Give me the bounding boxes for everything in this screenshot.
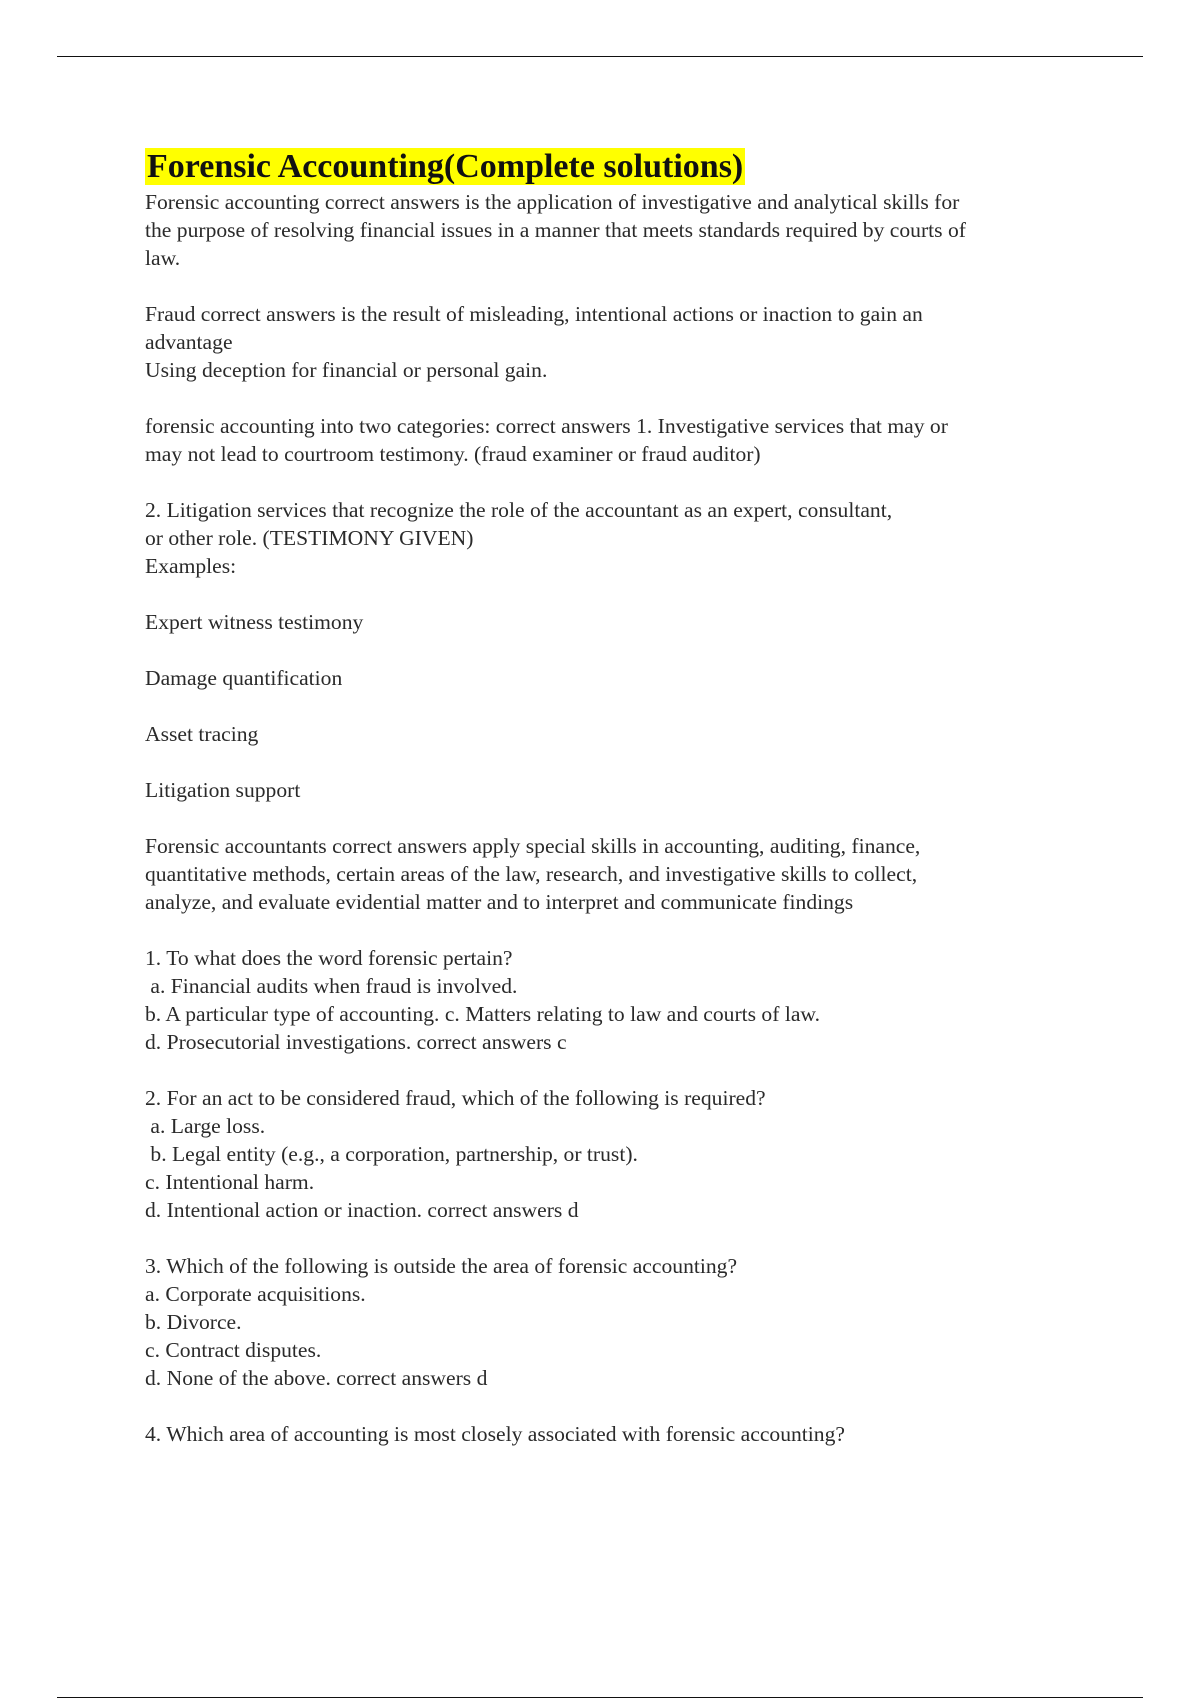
title-highlight: Forensic Accounting(Complete solutions) [147,148,744,185]
text-line: Damage quantification [145,666,343,690]
paragraph-gap [145,804,1085,832]
text-line: forensic accounting into two categories: correct answers 1. Investigative services that may or [145,414,948,438]
text-line: 3. Which of the following is outside the area of forensic accounting? [145,1254,738,1278]
paragraph [145,664,1085,692]
footer-rule [57,1697,1143,1698]
text-line: 4. Which area of accounting is most closely associated with forensic accounting? [145,1422,845,1446]
paragraph-gap [145,916,1085,944]
paragraph-gap [145,1224,1085,1252]
text-line: a. Corporate acquisitions. [145,1282,366,1306]
text-line: Forensic accountants correct answers apply special skills in accounting, auditing, finance, [145,834,921,858]
paragraph-gap [145,384,1085,412]
text-line: a. Financial audits when fraud is involved. [145,974,518,998]
text-line: c. Contract disputes. [145,1338,322,1362]
text-line: Fraud correct answers is the result of misleading, intentional actions or inaction to gain an [145,302,923,326]
paragraph [145,1420,1085,1448]
paragraph [145,188,1085,272]
paragraph [145,300,1085,384]
paragraph [145,1252,1085,1392]
text-line: 2. For an act to be considered fraud, which of the following is required? [145,1086,766,1110]
text-line: Forensic accounting correct answers is the application of investigative and analytical skills for [145,190,960,214]
header-rule [57,56,1143,57]
paragraph [145,608,1085,636]
text-line: d. Intentional action or inaction. correct answers d [145,1198,579,1222]
paragraph-gap [145,468,1085,496]
paragraph-gap [145,748,1085,776]
text-line: quantitative methods, certain areas of the law, research, and investigative skills to collect, [145,862,918,886]
paragraph-gap [145,1056,1085,1084]
text-line: b. A particular type of accounting. c. Matters relating to law and courts of law. [145,1002,820,1026]
document-title [145,146,1085,188]
paragraph [145,496,1085,580]
text-line: Examples: [145,554,237,578]
paragraph-gap [145,272,1085,300]
paragraph [145,776,1085,804]
text-line: Expert witness testimony [145,610,364,634]
text-line: may not lead to courtroom testimony. (fraud examiner or fraud auditor) [145,442,761,466]
paragraph-gap [145,580,1085,608]
text-line: Using deception for financial or personal gain. [145,358,548,382]
paragraph [145,1084,1085,1224]
text-line: b. Legal entity (e.g., a corporation, partnership, or trust). [145,1142,638,1166]
paragraph-gap [145,692,1085,720]
text-line: Litigation support [145,778,301,802]
text-line: the purpose of resolving financial issues in a manner that meets standards required by courts of [145,218,966,242]
text-line: 2. Litigation services that recognize the role of the accountant as an expert, consultant, [145,498,893,522]
text-line: d. Prosecutorial investigations. correct answers c [145,1030,567,1054]
text-line: a. Large loss. [145,1114,266,1138]
text-line: Asset tracing [145,722,259,746]
paragraph-gap [145,636,1085,664]
paragraph-gap [145,1392,1085,1420]
paragraph [145,944,1085,1056]
text-line: law. [145,246,181,270]
text-line: c. Intentional harm. [145,1170,315,1194]
paragraph [145,720,1085,748]
text-line: or other role. (TESTIMONY GIVEN) [145,526,474,550]
text-line: d. None of the above. correct answers d [145,1366,488,1390]
text-line: b. Divorce. [145,1310,242,1334]
text-line: analyze, and evaluate evidential matter and to interpret and communicate findings [145,890,854,914]
paragraph [145,832,1085,916]
document-paragraphs [145,188,1085,1448]
text-line: advantage [145,330,233,354]
paragraph [145,412,1085,468]
document-body [145,146,1085,1448]
text-line: 1. To what does the word forensic pertain? [145,946,513,970]
